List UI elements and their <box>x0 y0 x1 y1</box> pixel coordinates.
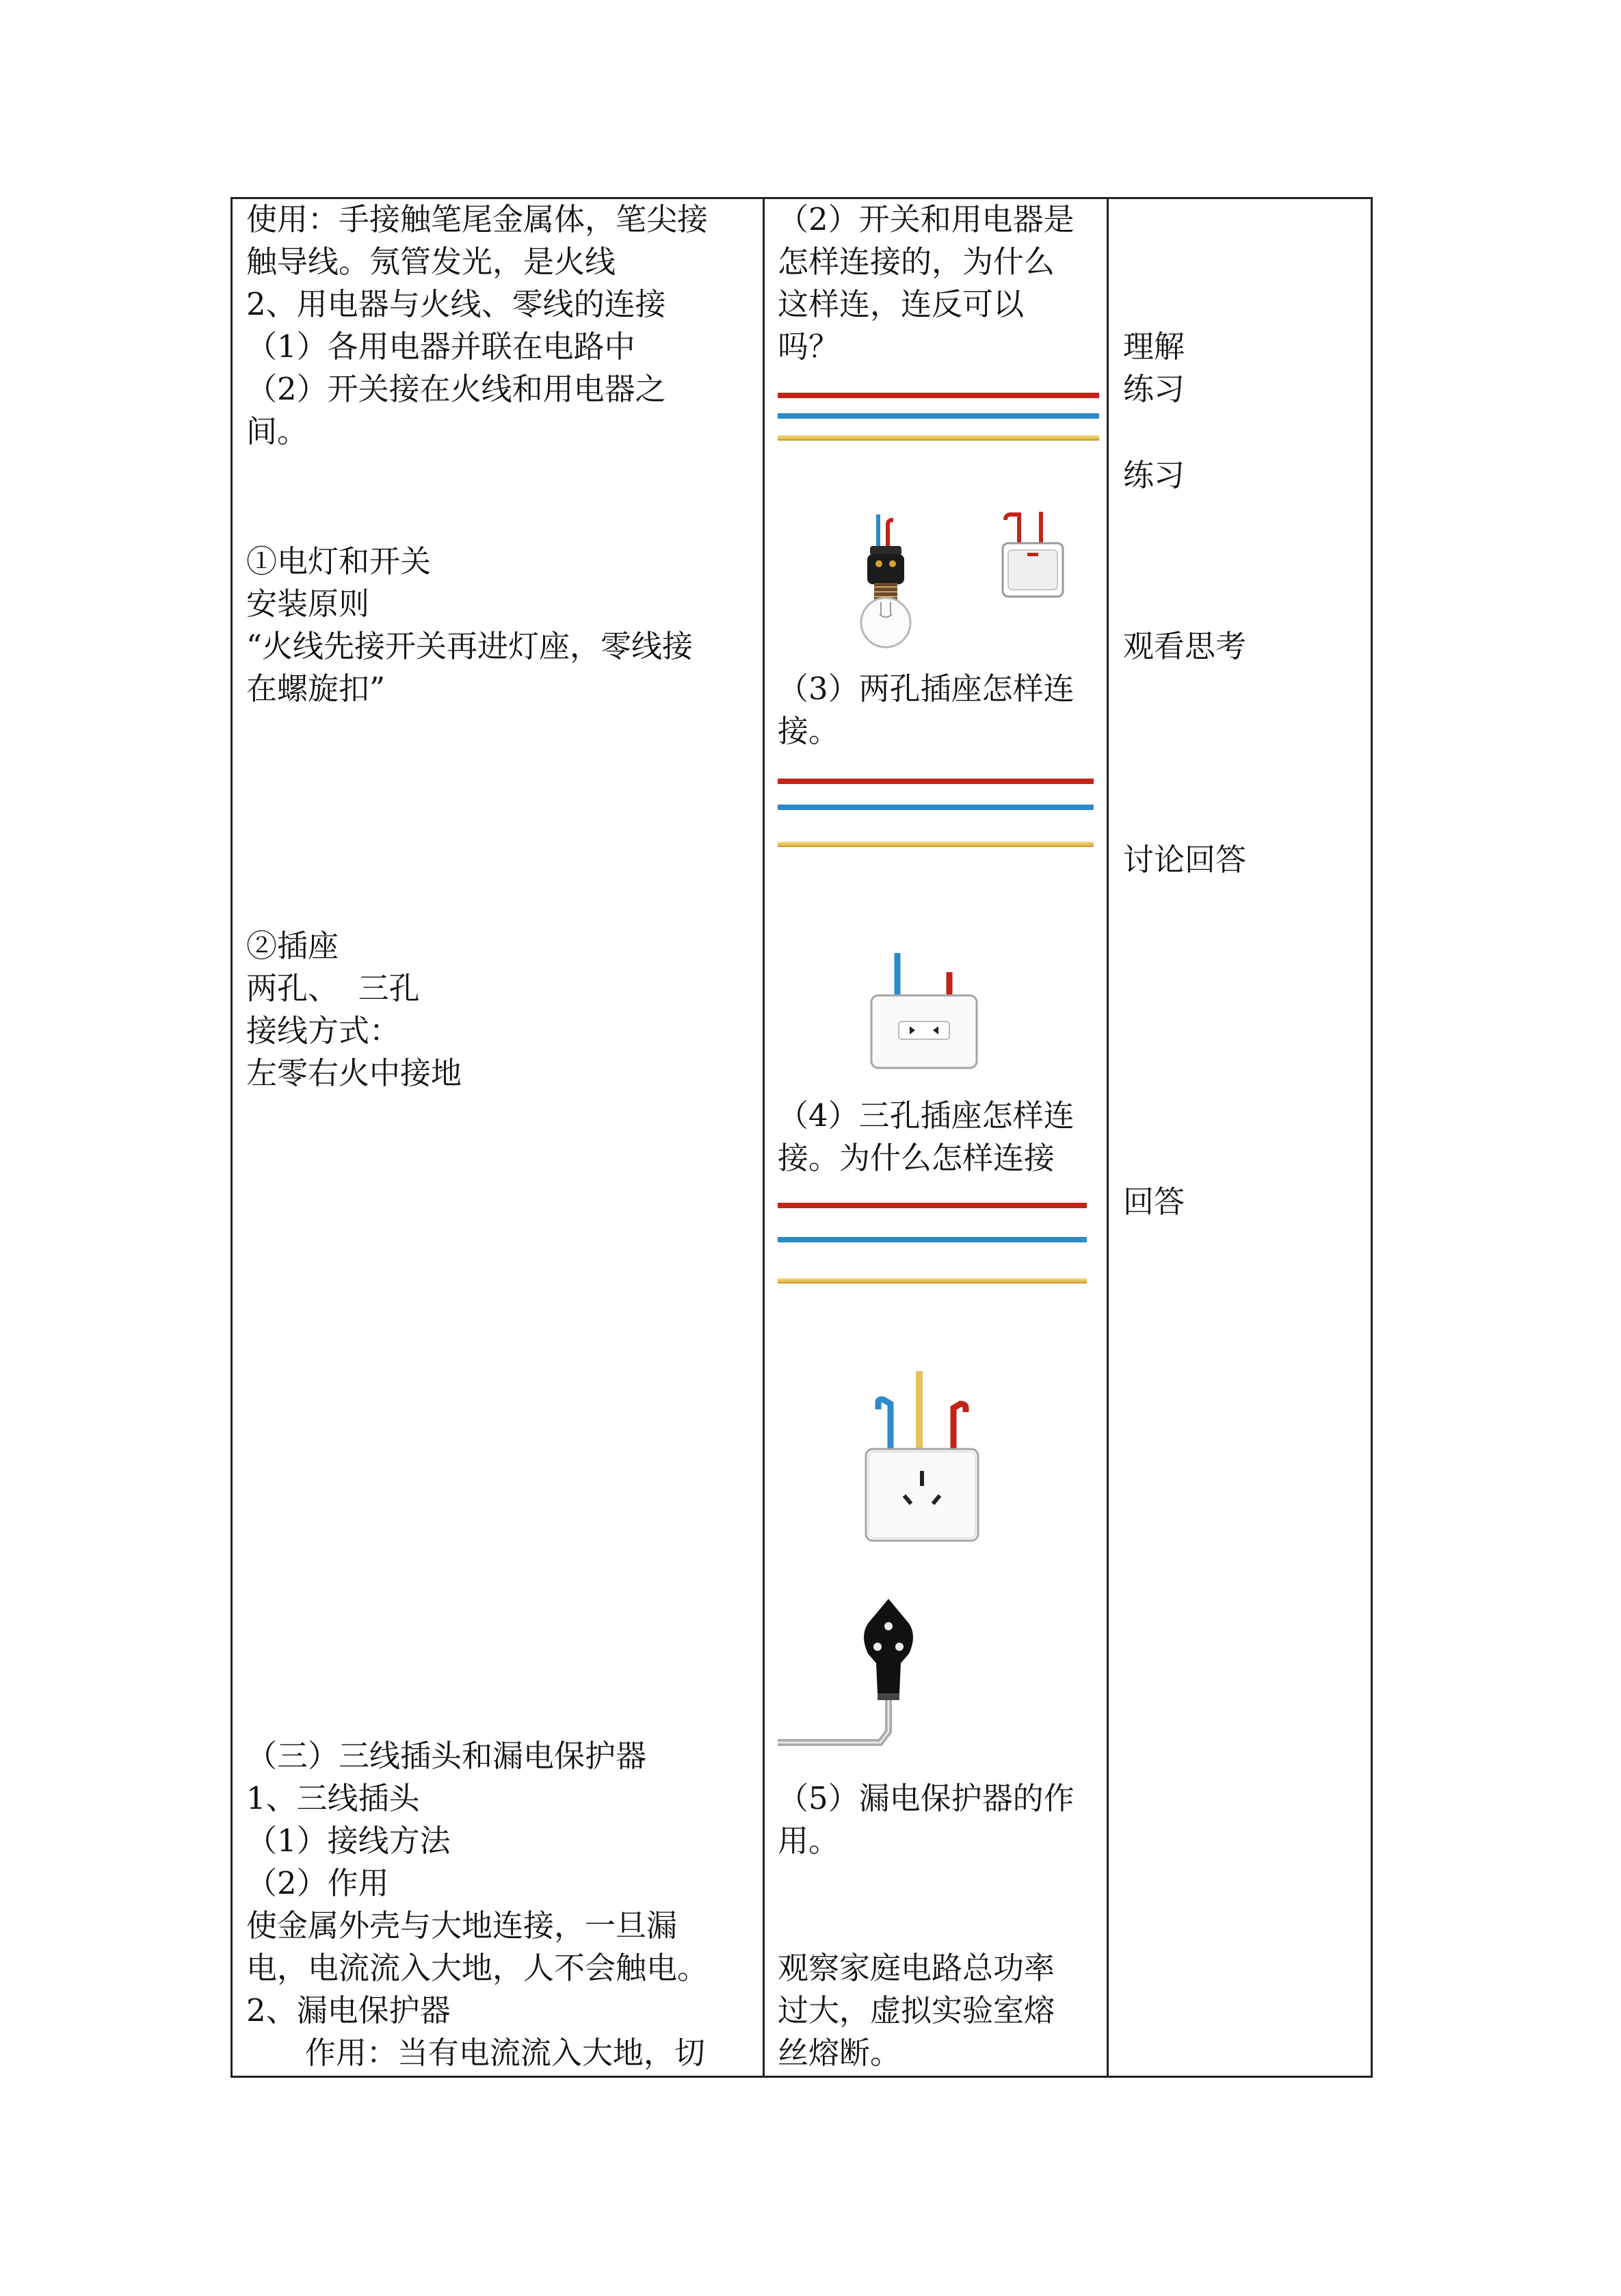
question-2-line-2: 怎样连接的，为什么 <box>778 244 1055 280</box>
section-2-item-2b: 间。 <box>246 413 308 449</box>
section-3-title: （三）三线插头和漏电保护器 <box>246 1738 647 1774</box>
plug-item-1: （1）接线方法 <box>246 1823 451 1859</box>
rcd-title: 2、漏电保护器 <box>246 1992 451 2028</box>
activity-watch-think: 观看思考 <box>1123 628 1247 664</box>
live-wire <box>778 779 1094 784</box>
ground-wire <box>778 435 1099 441</box>
question-2-line-4: 吗？ <box>778 328 840 365</box>
activity-discuss-answer: 讨论回答 <box>1123 842 1247 878</box>
section-2-item-2a: （2）开关接在火线和用电器之 <box>246 371 666 407</box>
question-3-line-2: 接。 <box>778 713 840 749</box>
usage-line-1: 使用：手接触笔尾金属体，笔尖接 <box>246 201 709 237</box>
usage-line-2: 触导线。氖管发光，是火线 <box>246 244 616 280</box>
column-divider-1 <box>763 199 765 2076</box>
three-pin-plug-icon <box>778 1591 935 1755</box>
question-5-line-2: 用。 <box>778 1823 840 1859</box>
observation-line-1: 观察家庭电路总功率 <box>778 1950 1055 1986</box>
observation-line-3: 丝熔断。 <box>778 2035 901 2071</box>
section-2-title: 2、用电器与火线、零线的连接 <box>246 286 666 322</box>
plug-title: 1、三线插头 <box>246 1780 420 1816</box>
plug-item-2: （2）作用 <box>246 1865 389 1901</box>
ground-wire <box>778 842 1094 847</box>
question-5-line-1: （5）漏电保护器的作 <box>778 1780 1075 1816</box>
two-hole-socket-icon <box>869 948 979 1072</box>
ground-wire <box>778 1278 1087 1283</box>
question-3-line-1: （3）两孔插座怎样连 <box>778 670 1075 707</box>
live-wire <box>778 1203 1087 1208</box>
question-2-line-1: （2）开关和用电器是 <box>778 201 1075 237</box>
section-2-item-1: （1）各用电器并联在电路中 <box>246 328 635 365</box>
socket-wiring: 接线方式： <box>246 1013 401 1049</box>
wire-set-2 <box>778 779 1094 833</box>
activity-practice-1: 练习 <box>1123 371 1185 407</box>
observation-line-2: 过大，虚拟实验室熔 <box>778 1992 1055 2028</box>
activity-practice-2: 练习 <box>1123 457 1185 493</box>
question-4-line-1: （4）三孔插座怎样连 <box>778 1097 1075 1134</box>
wall-switch-icon <box>999 512 1067 601</box>
rcd-effect: 作用：当有电流流入大地，切 <box>246 2035 705 2071</box>
question-4-line-2: 接。为什么怎样连接 <box>778 1140 1055 1176</box>
lamp-title: ①电灯和开关 <box>246 543 432 579</box>
three-hole-socket-icon <box>862 1370 982 1542</box>
question-2-line-3: 这样连，连反可以 <box>778 286 1025 322</box>
plug-effect-1: 使金属外壳与大地连接，一旦漏 <box>246 1907 678 1944</box>
live-wire <box>778 393 1099 398</box>
wire-set-1 <box>778 393 1099 447</box>
neutral-wire <box>778 805 1094 810</box>
neutral-wire <box>778 1237 1087 1242</box>
column-divider-2 <box>1107 199 1109 2076</box>
lamp-rule-2: 在螺旋扣” <box>246 670 386 707</box>
socket-title: ②插座 <box>246 928 339 964</box>
lamp-principle: 安装原则 <box>246 586 370 622</box>
lamp-rule-1: “火线先接开关再进灯座，零线接 <box>246 628 694 664</box>
activity-answer: 回答 <box>1123 1184 1185 1220</box>
activity-understand: 理解 <box>1123 328 1185 365</box>
bulb-with-lamp-holder-icon <box>855 514 917 651</box>
socket-types: 两孔、 三孔 <box>246 970 420 1006</box>
wire-set-3 <box>778 1203 1087 1285</box>
plug-effect-2: 电，电流流入大地，人不会触电。 <box>246 1950 709 1986</box>
neutral-wire <box>778 413 1099 419</box>
socket-rule: 左零右火中接地 <box>246 1055 462 1091</box>
